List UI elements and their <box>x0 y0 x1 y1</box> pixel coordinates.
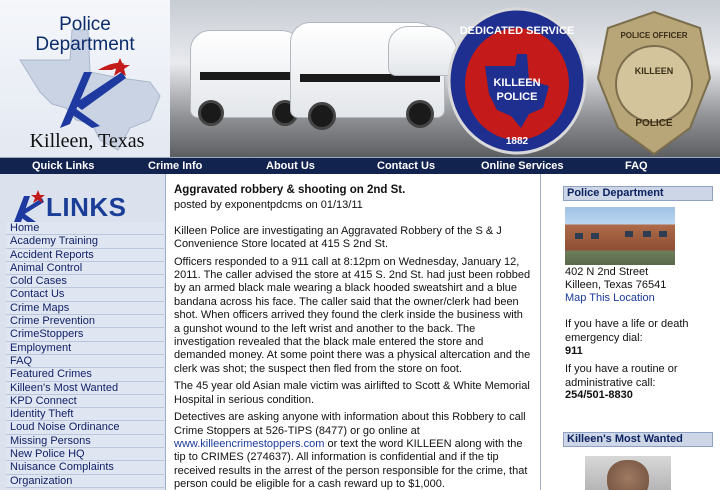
logo-panel[interactable] <box>0 0 170 158</box>
patch-top-text: DEDICATED SERVICE <box>459 25 575 37</box>
most-wanted-header: Killeen's Most Wanted <box>563 432 713 447</box>
dept-title-line2: Department <box>35 34 135 55</box>
article-paragraph: Killeen Police are investigating an Aggravated Robbery of the S & J Convenience Store located at 415 S 2nd St. <box>174 224 502 251</box>
nav-contact-us[interactable]: Contact Us <box>377 160 436 172</box>
main-content <box>166 174 540 490</box>
sidebar-link-faq[interactable]: FAQ <box>6 355 164 368</box>
header-photo <box>170 0 720 158</box>
patch-mid2-text: POLICE <box>496 91 538 103</box>
sidebar-link-crime-prevention[interactable]: Crime Prevention <box>6 315 164 328</box>
article-paragraph: Officers responded to a 911 call at 8:12pm on Wednesday, January 12, 2011. The caller advised the store at 415 S. 2nd St. had just been robbed by an armed black male wearing a black hooded sweatshirt and a blue bandana across his face. The caller said that the owner/clerk had been shot. When officers arrived they found the clerk inside the business with a gunshot wound to the left wrist and another to the back. The investigation revealed that the black male entered the store and demanded money. At some point there was a physical altercation and the clerk was shot; the suspect then fled from the store on foot. <box>174 255 531 375</box>
sidebar-link-loud-noise[interactable]: Loud Noise Ordinance <box>6 421 164 434</box>
sidebar-link-new-police-hq[interactable]: New Police HQ <box>6 448 164 461</box>
map-location-link[interactable]: Map This Location <box>565 292 655 304</box>
crimestoppers-link[interactable]: www.killeencrimestoppers.com <box>174 437 325 450</box>
emergency-label: If you have a life or death emergency dial: <box>565 318 689 344</box>
sidebar-link-missing-persons[interactable]: Missing Persons <box>6 435 164 448</box>
patch-mid1-text: KILLEEN <box>493 77 541 89</box>
sidebar-link-accident-reports[interactable]: Accident Reports <box>6 249 164 262</box>
sidebar-link-organization[interactable]: Organization <box>6 475 164 488</box>
article-paragraph: The 45 year old Asian male victim was airlifted to Scott & White Memorial Hospital in serious condition. <box>174 380 530 406</box>
police-patch-icon <box>445 6 590 156</box>
most-wanted-photo[interactable] <box>585 456 671 490</box>
site-header <box>0 0 720 158</box>
routine-label: If you have a routine or administrative call: <box>565 363 678 389</box>
car-stripe <box>200 72 300 80</box>
nav-faq[interactable]: FAQ <box>625 160 648 172</box>
right-sidebar <box>540 174 720 490</box>
links-list <box>6 222 164 488</box>
building-window <box>575 233 583 239</box>
police-badge-icon <box>590 8 718 158</box>
nav-about-us[interactable]: About Us <box>266 160 315 172</box>
city-title: Killeen, Texas <box>29 130 145 152</box>
sidebar-link-crime-maps[interactable]: Crime Maps <box>6 302 164 315</box>
address-line1: 402 N 2nd Street <box>565 266 649 278</box>
emergency-number: 911 <box>565 345 583 357</box>
sidebar-link-featured-crimes[interactable]: Featured Crimes <box>6 368 164 381</box>
sidebar-link-cold-cases[interactable]: Cold Cases <box>6 275 164 288</box>
badge-mid-text: KILLEEN <box>634 66 674 76</box>
routine-number: 254/501-8830 <box>565 389 633 401</box>
car-wheel <box>198 100 224 126</box>
car-wheel <box>406 100 434 128</box>
article-text: or text the word KILLEEN along with the tip to CRIMES (274637). All information is confidential and if the tip received results in the arrest of the person responsible for the crime, that person could be eligible for a cash reward up to $1,000. <box>174 437 528 490</box>
main-nav <box>0 158 720 174</box>
police-building-photo <box>565 207 675 265</box>
sidebar-link-home[interactable]: Home <box>6 222 164 235</box>
sidebar-link-nuisance-complaints[interactable]: Nuisance Complaints <box>6 461 164 474</box>
police-department-header: Police Department <box>563 186 713 201</box>
patch-year-text: 1882 <box>505 136 529 147</box>
building-window <box>591 233 599 239</box>
nav-quick-links[interactable]: Quick Links <box>32 160 95 172</box>
nav-online-services[interactable]: Online Services <box>481 160 564 172</box>
suspect-face <box>607 460 649 490</box>
dept-title-line1: Police <box>59 14 111 35</box>
sidebar-link-contact-us[interactable]: Contact Us <box>6 288 164 301</box>
badge-top-text: POLICE OFFICER <box>620 31 688 40</box>
left-sidebar <box>0 174 166 490</box>
badge-bottom-text: POLICE <box>635 118 673 129</box>
links-title: LINKS <box>46 192 127 222</box>
sidebar-link-academy-training[interactable]: Academy Training <box>6 235 164 248</box>
sidebar-link-identity-theft[interactable]: Identity Theft <box>6 408 164 421</box>
sidebar-link-kpd-connect[interactable]: KPD Connect <box>6 395 164 408</box>
car-wheel <box>308 102 336 130</box>
address-line2: Killeen, Texas 76541 <box>565 279 667 291</box>
building-window <box>643 231 651 237</box>
nav-crime-info[interactable]: Crime Info <box>148 160 203 172</box>
sidebar-link-crimestoppers[interactable]: CrimeStoppers <box>6 328 164 341</box>
article-byline: posted by exponentpdcms on 01/13/11 <box>174 199 363 212</box>
sidebar-link-employment[interactable]: Employment <box>6 342 164 355</box>
building-window <box>659 231 667 237</box>
article-paragraph <box>174 411 532 490</box>
sidebar-link-animal-control[interactable]: Animal Control <box>6 262 164 275</box>
article-title: Aggravated robbery & shooting on 2nd St. <box>174 184 406 196</box>
building-window <box>625 231 633 237</box>
sidebar-link-most-wanted[interactable]: Killeen's Most Wanted <box>6 382 164 395</box>
article-text: Detectives are asking anyone with information about this Robbery to call Crime Stoppers at 526-TIPS (8477) or go online at <box>174 411 526 437</box>
